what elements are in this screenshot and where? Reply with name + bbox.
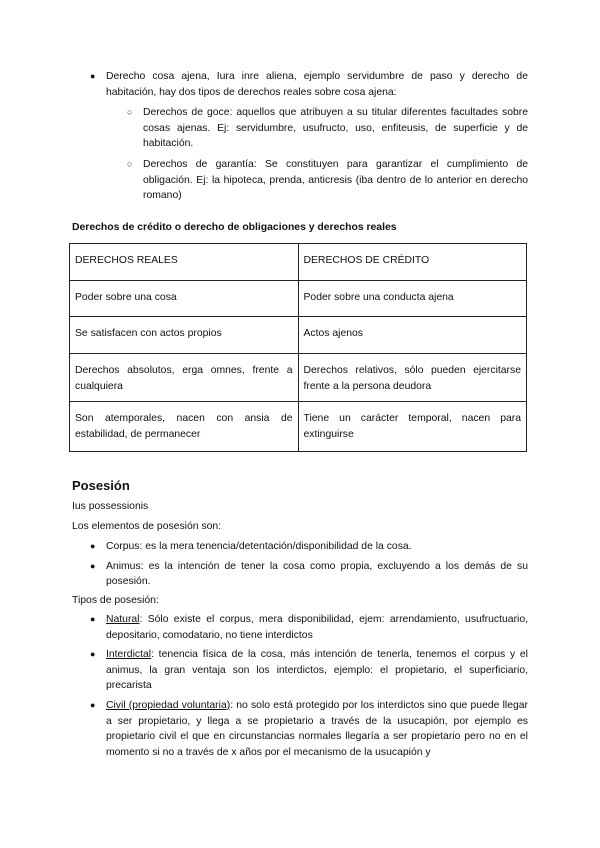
table-cell: Poder sobre una cosa (70, 281, 299, 317)
table-cell: Derechos relativos, sólo pueden ejercitarse frente a la persona deudora (298, 354, 527, 402)
table-cell: Son atemporales, nacen con ansia de estabilidad, de permanecer (70, 402, 299, 452)
types-list (0, 612, 600, 760)
bullet-circle: ○ (127, 158, 133, 169)
table-cell: Derechos absolutos, erga omnes, frente a cualquiera (70, 354, 299, 402)
term-civil: Civil (propiedad voluntaria) (106, 699, 231, 711)
table-cell: Tiene un carácter temporal, nacen para extinguirse (298, 402, 527, 452)
term-interdictal: Interdictal (106, 649, 152, 661)
table-cell: Actos ajenos (298, 317, 527, 354)
bullet-disc: ● (90, 71, 96, 81)
elements-intro: Los elementos de posesión son: (72, 521, 222, 532)
list-item (0, 69, 600, 100)
section-title: Posesión (72, 478, 130, 493)
types-intro: Tipos de posesión: (72, 595, 159, 606)
table-cell: Poder sobre una conducta ajena (298, 281, 527, 317)
table-row (70, 402, 527, 452)
table-header-cell: DERECHOS DE CRÉDITO (298, 244, 527, 281)
list-item-text: Derechos de goce: aquellos que atribuyen a su titular diferentes facultades sobre cosas ajenas. Ej: servidumbre, usufructo, uso, enfiteusis, de superficie y de habitación. (143, 107, 528, 150)
list-item (0, 647, 600, 694)
bullet-disc: ● (90, 560, 96, 571)
table-header-cell: DERECHOS REALES (70, 244, 299, 281)
table-row (70, 281, 527, 317)
table-row (70, 354, 527, 402)
table-cell: Se satisfacen con actos propios (70, 317, 299, 354)
term-natural: Natural (106, 614, 140, 625)
bullet-disc: ● (90, 541, 96, 551)
derecho-cosa-ajena-section (0, 69, 600, 204)
list-item (0, 559, 600, 590)
bullet-disc: ● (90, 649, 96, 660)
list-item-text: Derechos de garantía: Se constituyen para garantizar el cumplimiento de obligación. Ej: la hipoteca, prenda, anticresis (iba dentro de lo anterior en derecho romano) (143, 158, 528, 202)
table-header-row (70, 244, 527, 281)
list-item (0, 105, 600, 152)
term-description: : tenencia física de la cosa, más intención de tenerla, tenemos el corpus y el animus, la gran ventaja son los interdictos, ejemplo: el propietario, el superficiario, precarista (106, 649, 528, 692)
term-description: : Sólo existe el corpus, mera disponibilidad, ejem: arrendamiento, usufructuario, depositario, comodatario, no tiene interdictos (106, 614, 528, 641)
list-item-text: Corpus: es la mera tenencia/detentación/disponibilidad de la cosa. (106, 541, 412, 552)
list-item (0, 157, 600, 204)
list-item (0, 539, 600, 555)
list-item (0, 698, 600, 760)
elements-list (0, 539, 600, 590)
bullet-disc: ● (90, 699, 96, 710)
bullet-circle: ○ (127, 107, 133, 118)
comparison-table (69, 243, 527, 452)
list-item-text: Animus: es la intención de tener la cosa como propia, excluyendo a los demás de su posesión. (106, 560, 528, 588)
bullet-disc: ● (90, 614, 96, 624)
list-item (0, 612, 600, 643)
list-item-text: Derecho cosa ajena, Iura inre aliena, ejemplo servidumbre de paso y derecho de habitación, hay dos tipos de derechos reales sobre cosa ajena: (106, 71, 528, 98)
term-description: : no solo está protegido por los interdictos sino que puede llegar a ser propietario, y llega a se propietario a través de la usucapión, por ejemplo es propietario civil el que en circunstancias normales llegaría a ser propietario pero no en el momento si no a través de x años por el mecanismo de la usucapión y (106, 699, 529, 758)
table-heading: Derechos de crédito o derecho de obligaciones y derechos reales (72, 222, 397, 233)
section-subtitle: Ius possessionis (72, 501, 149, 512)
table-row (70, 317, 527, 354)
